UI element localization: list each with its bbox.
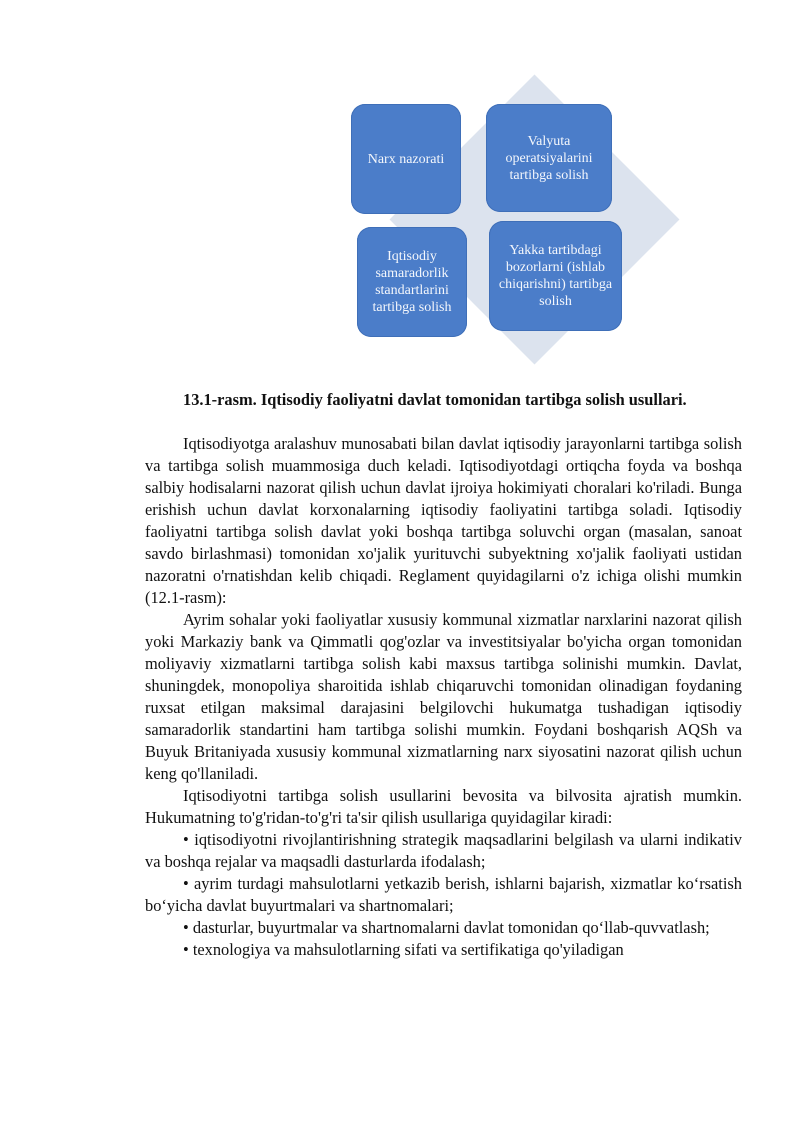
box-efficiency-standards: Iqtisodiy samaradorlik standartlarini tartibga solish (357, 227, 467, 337)
paragraph: Ayrim sohalar yoki faoliyatlar xususiy kommunal xizmatlar narxlarini nazorat qilish yoki Markaziy bank va Qimmatli qog'ozlar va investitsiyalar bo'yicha organ tomonidan moliyaviy xizmatlarni tartibga solish kabi maxsus tartibga solinishi mumkin. Davlat, shuningdek, monopoliya sharoitida ishlab chiqaruvchi tomonidan olinadigan foydaning ruxsat etilgan maksimal darajasini belgilovchi hukumatga tushadigan iqtisodiy samaradorlik standartini ham tartibga solishi mumkin. Foydani boshqarish AQSh va Buyuk Britaniyada xususiy kommunal xizmatlarning narx siyosatini nazorat qilish uchun keng qo'llaniladi. (145, 610, 742, 783)
list-item: • texnologiya va mahsulotlarning sifati va sertifikatiga qo'yiladigan (183, 940, 624, 959)
figure-caption: 13.1-rasm. Iqtisodiy faoliyatni davlat tomonidan tartibga solish usullari. (183, 390, 687, 409)
box-price-control: Narx nazorati (351, 104, 461, 214)
box-single-markets: Yakka tartibdagi bozorlarni (ishlab chiqarishni) tartibga solish (489, 221, 622, 331)
list-item: • dasturlar, buyurtmalar va shartnomalarni davlat tomonidan qo‘llab-quvvatlash; (183, 918, 710, 937)
box-currency-regulation: Valyuta operatsiyalarini tartibga solish (486, 104, 612, 212)
regulation-methods-diagram (345, 72, 630, 368)
body-text (145, 433, 742, 961)
list-item: • iqtisodiyotni rivojlantirishning strategik maqsadlarini belgilash va ularni indikativ va boshqa rejalar va maqsadli dasturlarda ifodalash; (145, 830, 742, 871)
paragraph: Iqtisodiyotni tartibga solish usullarini bevosita va bilvosita ajratish mumkin. Hukumatning to'g'ridan-to'g'ri ta'sir qilish usullariga quyidagilar kiradi: (145, 786, 742, 827)
list-item: • ayrim turdagi mahsulotlarni yetkazib berish, ishlarni bajarish, xizmatlar ko‘rsatish bo‘yicha davlat buyurtmalari va shartnomalari; (145, 874, 742, 915)
paragraph: Iqtisodiyotga aralashuv munosabati bilan davlat iqtisodiy jarayonlarni tartibga solish va tartibga solish muammosiga duch keladi. Iqtisodiyotdagi ortiqcha foyda va boshqa salbiy hodisalarni nazorat qilish uchun davlat ijroiya hokimiyati choralari ko'riladi. Bunga erishish uchun davlat korxonalarning iqtisodiy faoliyatini tartibga soladi. Iqtisodiy faoliyatni tartibga solish davlat yoki boshqa tartibga soluvchi organ (masalan, sanoat savdo birlashmasi) tomonidan xo'jalik yurituvchi subyektning xo'jalik faoliyati ustidan nazoratni o'rnatishdan kelib chiqadi. Reglament quyidagilarni o'z ichiga olishi mumkin (12.1-rasm): (145, 434, 742, 607)
